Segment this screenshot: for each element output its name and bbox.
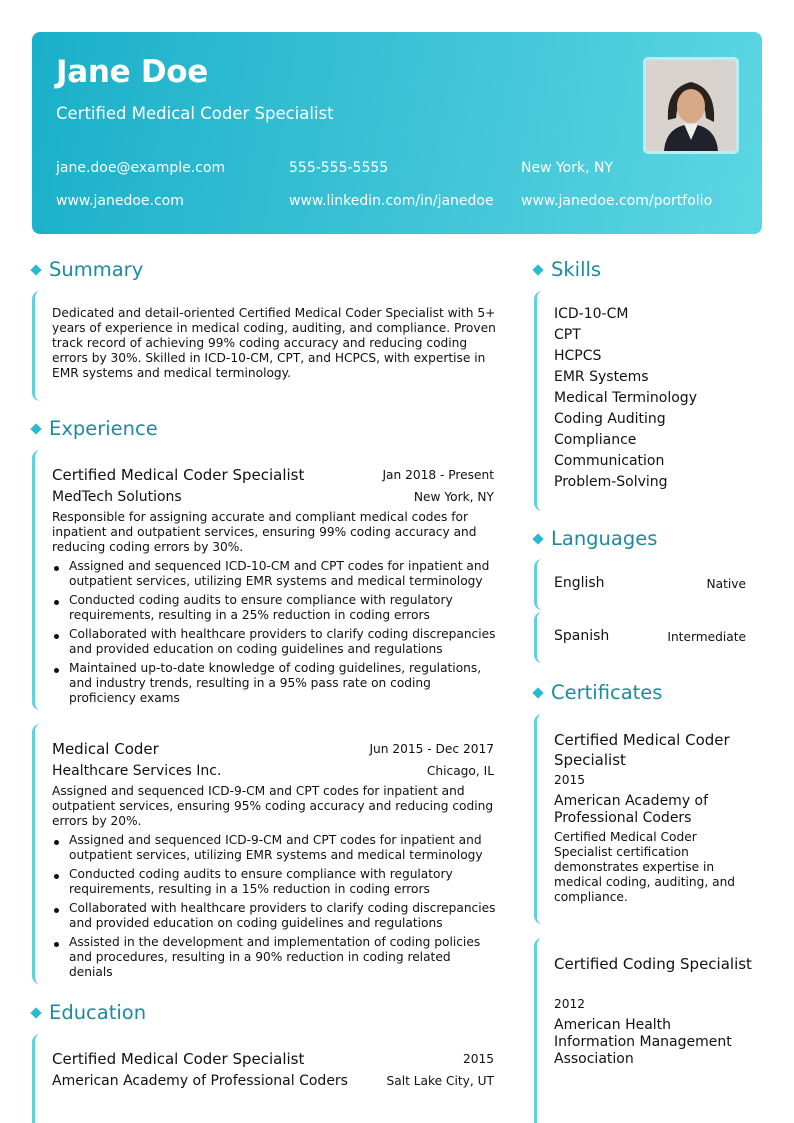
education-degree: Certified Medical Coder Specialist (52, 1050, 305, 1068)
skill-item: Medical Terminology (554, 390, 697, 406)
bullet-item: Assigned and sequenced ICD-10-CM and CPT codes for inpatient and outpatient services, utilizing EMR systems and medical terminology (52, 559, 497, 589)
education-location: Salt Lake City, UT (386, 1074, 494, 1088)
skill-item: EMR Systems (554, 369, 649, 385)
job-location: New York, NY (413, 490, 494, 504)
skills-title: Skills (551, 258, 602, 281)
website-link[interactable]: www.janedoe.com (56, 193, 184, 209)
job-description: Assigned and sequenced ICD-9-CM and CPT codes for inpatient and outpatient services, ensuring 95% coding accuracy and reducing coding errors by 20%. (52, 784, 494, 828)
bullet-item: Assisted in the development and implementation of coding policies and procedures, resulting in a 90% reduction in coding related denials (52, 935, 497, 980)
job-role: Medical Coder (52, 740, 159, 758)
bullet-item: Collaborated with healthcare providers to clarify coding discrepancies and provided education on coding guidelines and regulations (52, 627, 497, 657)
diamond-icon (30, 264, 41, 275)
bullet-item: Maintained up-to-date knowledge of coding guidelines, regulations, and industry trends, resulting in a 95% pass rate on coding proficiency exams (52, 661, 497, 706)
language-name: Spanish (554, 628, 610, 644)
certificate-year: 2015 (554, 773, 586, 787)
certificate-description: Certified Medical Coder Specialist certification demonstrates expertise in medical coding, auditing, and compliance. (554, 830, 736, 904)
skill-item: Problem-Solving (554, 474, 668, 490)
job-location: Chicago, IL (426, 764, 494, 778)
candidate-name: Jane Doe (56, 54, 208, 90)
skills-heading (534, 258, 601, 281)
diamond-icon (532, 687, 543, 698)
bullet-item: Conducted coding audits to ensure compliance with regulatory requirements, resulting in a 15% reduction in coding errors (52, 867, 497, 897)
job-bullets (52, 559, 497, 710)
education-title: Education (49, 1001, 147, 1024)
location: New York, NY (521, 160, 614, 176)
job-bullets (52, 833, 497, 984)
experience-heading (32, 417, 158, 440)
summary-heading (32, 258, 143, 281)
person-portrait-icon (646, 60, 736, 151)
bullet-item: Assigned and sequenced ICD-9-CM and CPT codes for inpatient and outpatient services, utilizing EMR systems and medical terminology (52, 833, 497, 863)
job-role: Certified Medical Coder Specialist (52, 466, 305, 484)
language-name: English (554, 575, 605, 591)
skill-item: HCPCS (554, 348, 602, 364)
diamond-icon (30, 423, 41, 434)
bullet-item: Collaborated with healthcare providers to clarify coding discrepancies and provided education on coding guidelines and regulations (52, 901, 497, 931)
certificate-name: Certified Medical Coder Specialist (554, 731, 730, 769)
certificate-org: American Academy of Professional Coders (554, 793, 709, 826)
email-link[interactable]: jane.doe@example.com (56, 160, 226, 176)
skill-item: Communication (554, 453, 665, 469)
education-school: American Academy of Professional Coders (52, 1073, 348, 1089)
portfolio-link[interactable]: www.janedoe.com/portfolio (521, 193, 713, 209)
profile-photo (643, 57, 739, 154)
skill-item: ICD-10-CM (554, 306, 629, 322)
diamond-icon (532, 264, 543, 275)
job-description: Responsible for assigning accurate and compliant medical codes for inpatient and outpatient services, ensuring 99% coding accuracy and reducing coding errors by 30%. (52, 510, 477, 554)
language-level: Intermediate (667, 630, 746, 644)
education-heading (32, 1001, 146, 1024)
experience-title: Experience (49, 417, 158, 440)
job-dates: Jan 2018 - Present (382, 468, 494, 482)
education-year: 2015 (462, 1052, 494, 1066)
summary-text: Dedicated and detail-oriented Certified Medical Coder Specialist with 5+ years of experience in medical coding, auditing, and compliance. Proven track record of achieving 99% coding accuracy and reducing coding errors by 30%. Skilled in ICD-10-CM, CPT, and HCPCS, with expertise in EMR systems and medical terminology. (52, 306, 496, 380)
resume-header (32, 32, 762, 234)
skill-item: Coding Auditing (554, 411, 666, 427)
job-company: Healthcare Services Inc. (52, 763, 222, 779)
bullet-item: Conducted coding audits to ensure compliance with regulatory requirements, resulting in a 25% reduction in coding errors (52, 593, 497, 623)
skill-item: Compliance (554, 432, 637, 448)
certificates-title: Certificates (551, 681, 663, 704)
languages-heading (534, 527, 657, 550)
certificates-heading (534, 681, 662, 704)
job-dates: Jun 2015 - Dec 2017 (369, 742, 494, 756)
skill-item: CPT (554, 327, 581, 343)
phone-number: 555-555-5555 (289, 160, 389, 176)
certificate-org: American Health Information Management Association (554, 1017, 732, 1067)
linkedin-link[interactable]: www.linkedin.com/in/janedoe (289, 193, 494, 209)
job-company: MedTech Solutions (52, 489, 182, 505)
languages-title: Languages (551, 527, 658, 550)
summary-title: Summary (49, 258, 144, 281)
certificate-year: 2012 (554, 997, 586, 1011)
diamond-icon (30, 1007, 41, 1018)
candidate-title: Certified Medical Coder Specialist (56, 104, 334, 123)
certificate-name: Certified Coding Specialist (554, 955, 752, 973)
diamond-icon (532, 533, 543, 544)
language-level: Native (706, 577, 746, 591)
